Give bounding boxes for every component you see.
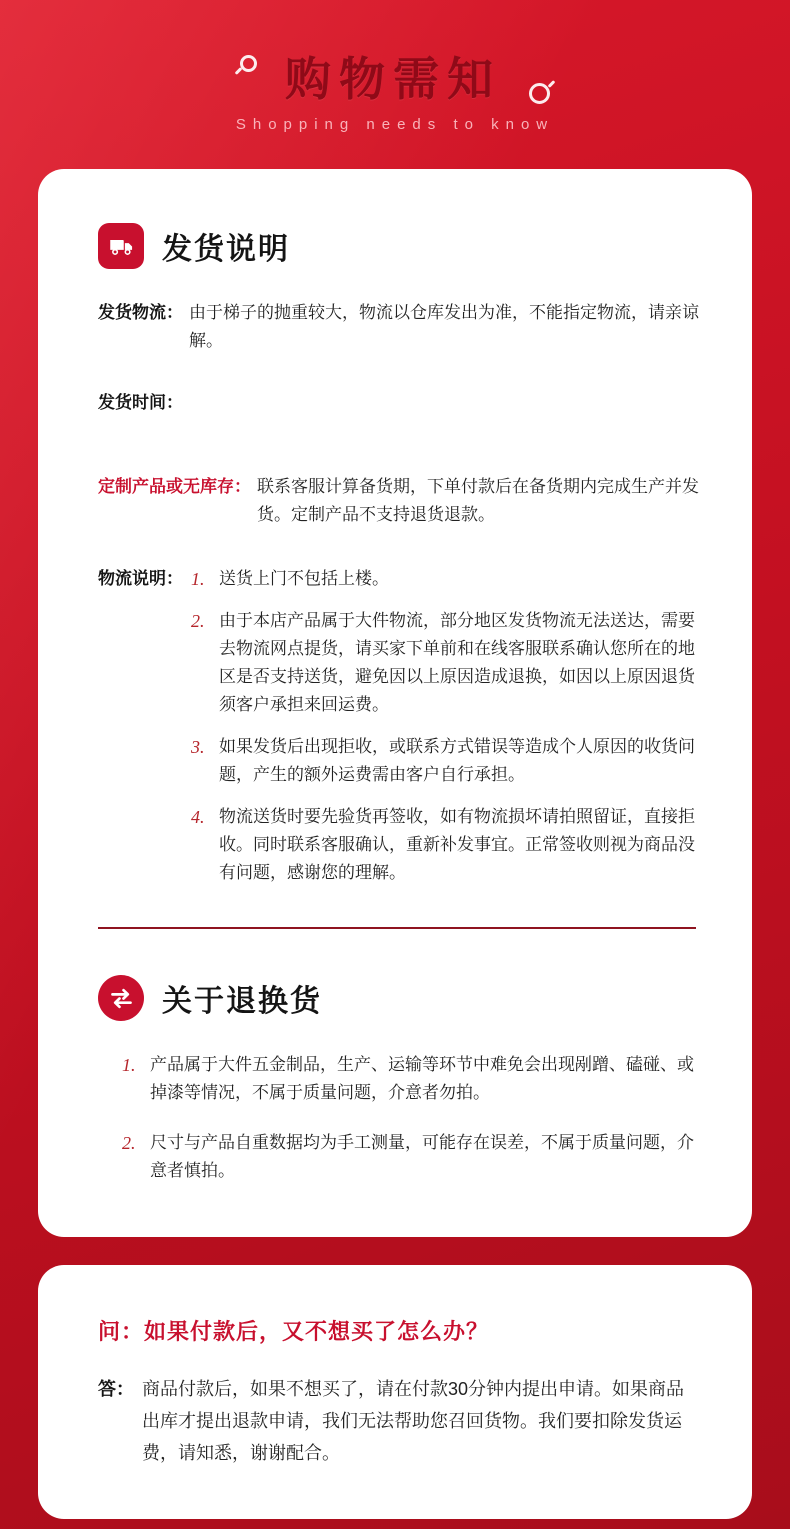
faq-question-label: 问： — [98, 1319, 145, 1344]
list-item: 由于本店产品属于大件物流，部分地区发货物流无法送达，需要去物流网点提货，请买家下单前和在线客服联系确认您所在的地区是否支持送货，避免因以上原因造成退换，如因以上原因退货须客户承担来回运费。 — [219, 611, 695, 714]
list-item: 送货上门不包括上楼。 — [219, 569, 389, 588]
custom-product-label: 定制产品或无库存： — [98, 477, 251, 496]
shipping-section-heading — [98, 223, 706, 269]
logistics-notes-label: 物流说明： — [98, 569, 183, 588]
page-subtitle: Shopping needs to know — [235, 116, 555, 133]
shipping-heading: 发货说明 — [162, 233, 290, 266]
shipping-time-row — [98, 389, 706, 417]
shipping-policy-card — [38, 169, 752, 1237]
list-item: 如果发货后出现拒收，或联系方式错误等造成个人原因的收货问题，产生的额外运费需由客户自行承担。 — [219, 737, 695, 784]
exchange-icon — [98, 975, 144, 1021]
returns-section-heading — [98, 975, 706, 1021]
custom-product-row — [98, 473, 706, 529]
faq-answer-text: 商品付款后，如果不想买了，请在付款30分钟内提出申请。如果商品出库才提出退款申请，我们无法帮助您召回货物。我们要扣除发货运费，请知悉，谢谢配合。 — [142, 1379, 685, 1463]
shipping-logistics-label: 发货物流： — [98, 303, 183, 322]
list-item: 尺寸与产品自重数据均为手工测量，可能存在误差，不属于质量问题，介意者慎拍。 — [150, 1133, 694, 1180]
shipping-time-label: 发货时间： — [98, 393, 183, 412]
logistics-notes-list — [189, 565, 706, 887]
shipping-logistics-row — [98, 299, 706, 355]
returns-list — [120, 1051, 698, 1185]
section-divider — [98, 927, 696, 929]
list-item: 产品属于大件五金制品，生产、运输等环节中难免会出现剐蹭、磕碰、或掉漆等情况，不属于质量问题，介意者勿拍。 — [150, 1055, 694, 1102]
list-item: 物流送货时要先验货再签收，如有物流损坏请拍照留证，直接拒收。同时联系客服确认，重新补发事宜。正常签收则视为商品没有问题，感谢您的理解。 — [219, 807, 695, 882]
ring-decoration-right-icon — [529, 83, 550, 104]
shipping-logistics-text: 由于梯子的抛重较大，物流以仓库发出为准，不能指定物流，请亲谅解。 — [189, 303, 699, 350]
ring-decoration-left-icon — [240, 55, 257, 72]
custom-product-text: 联系客服计算备货期，下单付款后在备货期内完成生产并发货。定制产品不支持退货退款。 — [257, 477, 699, 524]
header — [0, 0, 790, 133]
page-title: 购物需知 — [285, 53, 501, 105]
logistics-notes-row — [98, 565, 706, 887]
returns-heading: 关于退换货 — [162, 985, 322, 1018]
title-row — [0, 52, 790, 106]
faq-question-text: 如果付款后，又不想买了怎么办？ — [144, 1319, 490, 1344]
faq-card — [38, 1265, 752, 1519]
faq-answer — [98, 1373, 696, 1469]
faq-question — [98, 1317, 696, 1347]
faq-answer-label: 答： — [98, 1379, 134, 1399]
truck-icon — [98, 223, 144, 269]
